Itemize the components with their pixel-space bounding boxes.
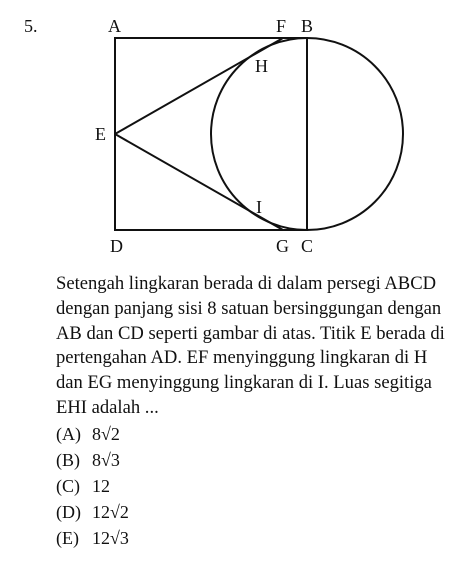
option-b[interactable]	[56, 447, 129, 473]
tangent-line-ef	[115, 38, 283, 134]
geometry-figure	[0, 0, 474, 265]
option-value: 8√3	[92, 450, 120, 470]
label-b: B	[301, 16, 314, 36]
label-g: G	[276, 236, 289, 256]
option-a[interactable]	[56, 421, 129, 447]
option-d[interactable]	[56, 499, 129, 525]
label-d: D	[110, 236, 123, 256]
label-e: E	[95, 124, 106, 144]
option-value: 8√2	[92, 424, 120, 444]
option-value: 12	[92, 476, 110, 496]
option-e[interactable]	[56, 525, 129, 551]
option-value: 12√2	[92, 502, 129, 522]
answer-options	[56, 421, 129, 551]
option-label: (A)	[56, 424, 81, 444]
label-f: F	[276, 16, 287, 36]
option-label: (B)	[56, 450, 80, 470]
option-c[interactable]	[56, 473, 129, 499]
option-label: (D)	[56, 502, 81, 522]
label-c: C	[301, 236, 314, 256]
label-a: A	[108, 16, 121, 36]
option-value: 12√3	[92, 528, 129, 548]
label-h: H	[255, 56, 268, 76]
question-number: 5.	[24, 16, 38, 36]
option-label: (C)	[56, 476, 80, 496]
question-text: Setengah lingkaran berada di dalam persegi ABCD dengan panjang sisi 8 satuan bersinggungan dengan AB dan CD seperti gambar di atas. Titik E berada di pertengahan AD. EF menyinggung lingkaran di H dan EG menyinggung lingkaran di I. Luas segitiga EHI adalah ...	[56, 273, 445, 418]
label-i: I	[256, 197, 262, 217]
option-label: (E)	[56, 528, 79, 548]
